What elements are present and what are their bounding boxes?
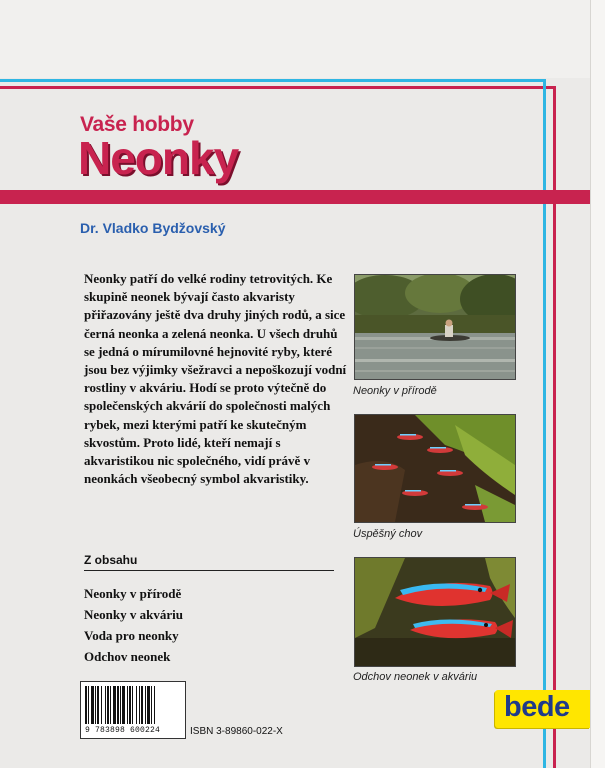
series-title: Vaše hobby (80, 113, 194, 136)
contents-item: Voda pro neonky (84, 628, 179, 643)
photo-caption: Úspěšný chov (353, 528, 423, 540)
cyan-frame-line-horizontal (0, 79, 546, 82)
barcode-bar (107, 686, 109, 724)
top-margin (0, 0, 605, 78)
barcode-bar (141, 686, 143, 724)
book-title: Neonky (78, 132, 239, 184)
barcode-bars (85, 686, 181, 724)
barcode-bar (154, 686, 155, 724)
photo-river (354, 274, 516, 380)
barcode-bar (145, 686, 146, 724)
barcode-bar (95, 686, 96, 724)
contents-item: Odchov neonek (84, 649, 171, 664)
photo-aquarium-breeding (354, 557, 516, 667)
isbn-number: ISBN 3-89860-022-X (190, 726, 283, 737)
barcode-bar (132, 686, 133, 724)
photo-aquarium-school (354, 414, 516, 523)
barcode-bar (120, 686, 121, 724)
barcode-bar (88, 686, 89, 724)
barcode-bar (97, 686, 99, 724)
barcode-bar (147, 686, 150, 724)
red-frame-line-horizontal (0, 86, 556, 89)
description-text: Neonky patří do velké rodiny tetrovitých. Ke skupině neonek bývají často akvaristy přiřazovány ještě dva druhy jiných rodů, a sice černá neonka a zelená neonka. U všech druhů se jedná o mírumilovné hejnovité ryby, které jsou bez výjimky všežravci a nepoškozují vodní rostliny v akváriu. Hodí se proto výtečně do společenských akvárií do společnosti malých rybek, mezi kterými patří ke skutečným skvostům. Proto lidé, kteří nemají s akvaristikou nic společného, vidí právě v neonkách všeobecný symbol akvaristiky. (84, 271, 347, 487)
red-band (0, 190, 605, 204)
barcode-bar (122, 686, 125, 724)
barcode-bar (101, 686, 102, 724)
barcode-bar (129, 686, 131, 724)
barcode-bar (127, 686, 128, 724)
contents-item: Neonky v přírodě (84, 586, 182, 601)
red-frame-line-vertical (553, 86, 556, 768)
photo-caption: Neonky v přírodě (353, 385, 437, 397)
contents-item: Neonky v akváriu (84, 607, 183, 622)
barcode-bar (105, 686, 106, 724)
barcode-bar (151, 686, 152, 724)
barcode (80, 681, 186, 739)
contents-divider (84, 570, 334, 571)
barcode-bar (139, 686, 140, 724)
author-name: Dr. Vladko Bydžovský (80, 220, 226, 236)
cyan-frame-line-vertical (543, 79, 546, 768)
barcode-bar (85, 686, 87, 724)
publisher-logo (495, 690, 590, 728)
contents-heading: Z obsahu (84, 553, 138, 567)
barcode-bar (117, 686, 119, 724)
publisher-name: bede (504, 691, 570, 723)
barcode-bar (113, 686, 116, 724)
barcode-digits: 9 783898 600224 (85, 726, 161, 735)
barcode-bar (136, 686, 137, 724)
contents-list (84, 583, 183, 667)
photo-caption: Odchov neonek v akváriu (353, 671, 478, 683)
cover-edge (590, 0, 605, 768)
barcode-bar (91, 686, 94, 724)
barcode-bar (110, 686, 111, 724)
